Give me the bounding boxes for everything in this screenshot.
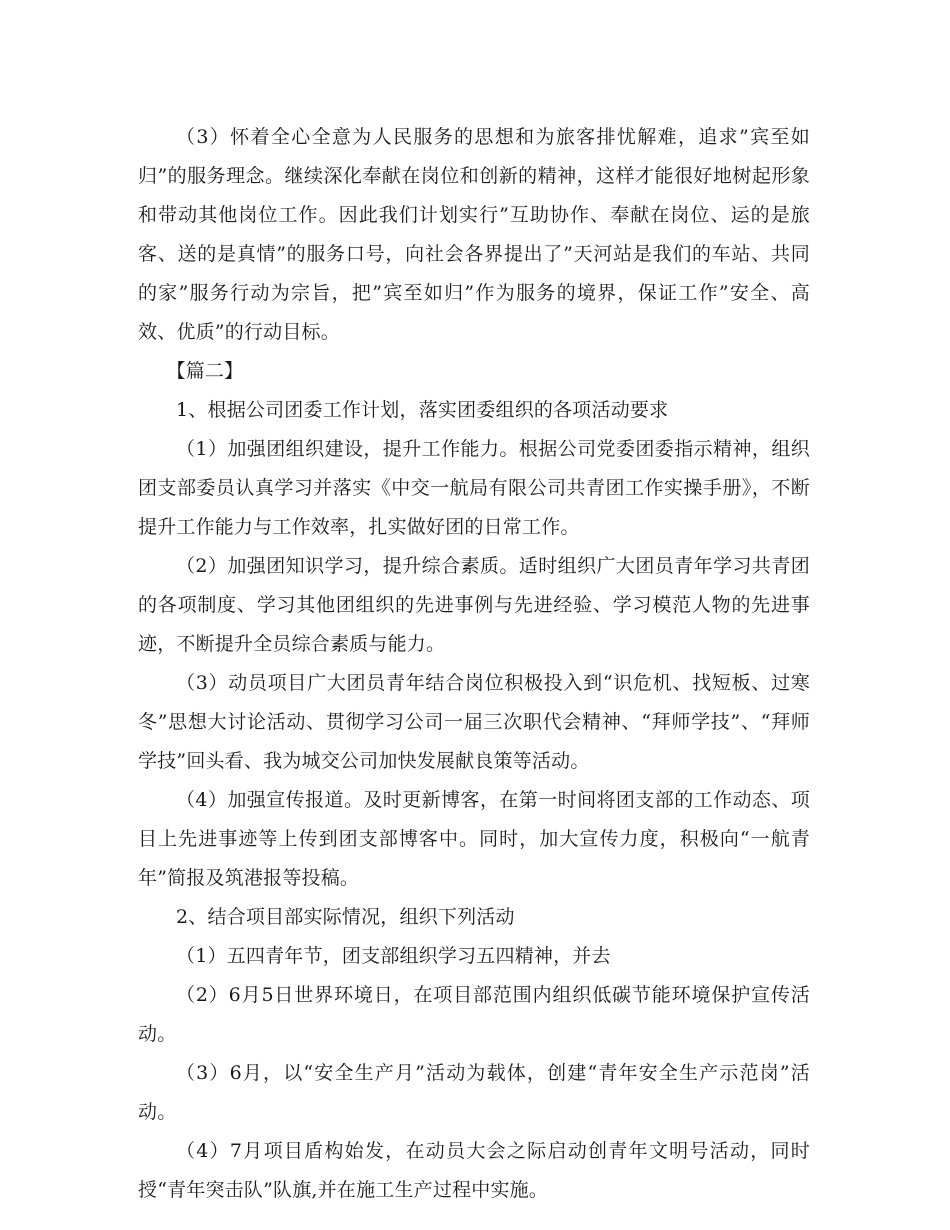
paragraph-item-1-2: （2）加强团知识学习，提升综合素质。适时组织广大团员青年学习共青团的各项制度、学习其他团组织的先进事例与先进经验、学习模范人物的先进事迹，不断提升全员综合素质与能力。 xyxy=(138,555,810,655)
paragraph-item-2-title: 2、结合项目部实际情况，组织下列活动 xyxy=(176,906,515,928)
paragraph-item-1-title: 1、根据公司团委工作计划，落实团委组织的各项活动要求 xyxy=(176,399,669,421)
paragraph-item-1-3: （3）动员项目广大团员青年结合岗位积极投入到“识危机、找短板、过寒冬”思想大讨论活动、贯彻学习公司一届三次职代会精神、“拜师学技”、“拜师学技”回头看、我为城交公司加快发展献良策等活动。 xyxy=(138,672,810,772)
paragraph-item-2-3: （3）6月，以“安全生产月”活动为载体，创建“青年安全生产示范岗”活动。 xyxy=(138,1062,810,1123)
paragraph-service-concept: （3）怀着全心全意为人民服务的思想和为旅客排忧解难，追求”宾至如归”的服务理念。继续深化奉献在岗位和创新的精神，这样才能很好地树起形象和带动其他岗位工作。因此我们计划实行”互助协作、奉献在岗位、运的是旅客、送的是真情”的服务口号，向社会各界提出了”天河站是我们的车站、共同的家”服务行动为宗旨，把”宾至如归”作为服务的境界，保证工作”安全、高效、优质”的行动目标。 xyxy=(138,126,810,343)
paragraph-item-2-2: （2）6月5日世界环境日，在项目部范围内组织低碳节能环境保护宣传活动。 xyxy=(138,984,810,1045)
paragraph-item-2-4: （4）7月项目盾构始发，在动员大会之际启动创青年文明号活动，同时授“青年突击队”队旗,并在施工生产过程中实施。 xyxy=(138,1140,810,1201)
document-body xyxy=(138,118,810,1210)
paragraph-item-1-1: （1）加强团组织建设，提升工作能力。根据公司党委团委指示精神，组织团支部委员认真学习并落实《中交一航局有限公司共青团工作实操手册》，不断提升工作能力与工作效率，扎实做好团的日常工作。 xyxy=(138,438,810,538)
section-heading-part-two: 【篇二】 xyxy=(166,360,244,382)
paragraph-item-1-4: （4）加强宣传报道。及时更新博客，在第一时间将团支部的工作动态、项目上先进事迹等上传到团支部博客中。同时，加大宣传力度，积极向“一航青年”简报及筑港报等投稿。 xyxy=(138,789,810,889)
paragraph-item-2-1: （1）五四青年节，团支部组织学习五四精神，并去 xyxy=(176,945,611,967)
